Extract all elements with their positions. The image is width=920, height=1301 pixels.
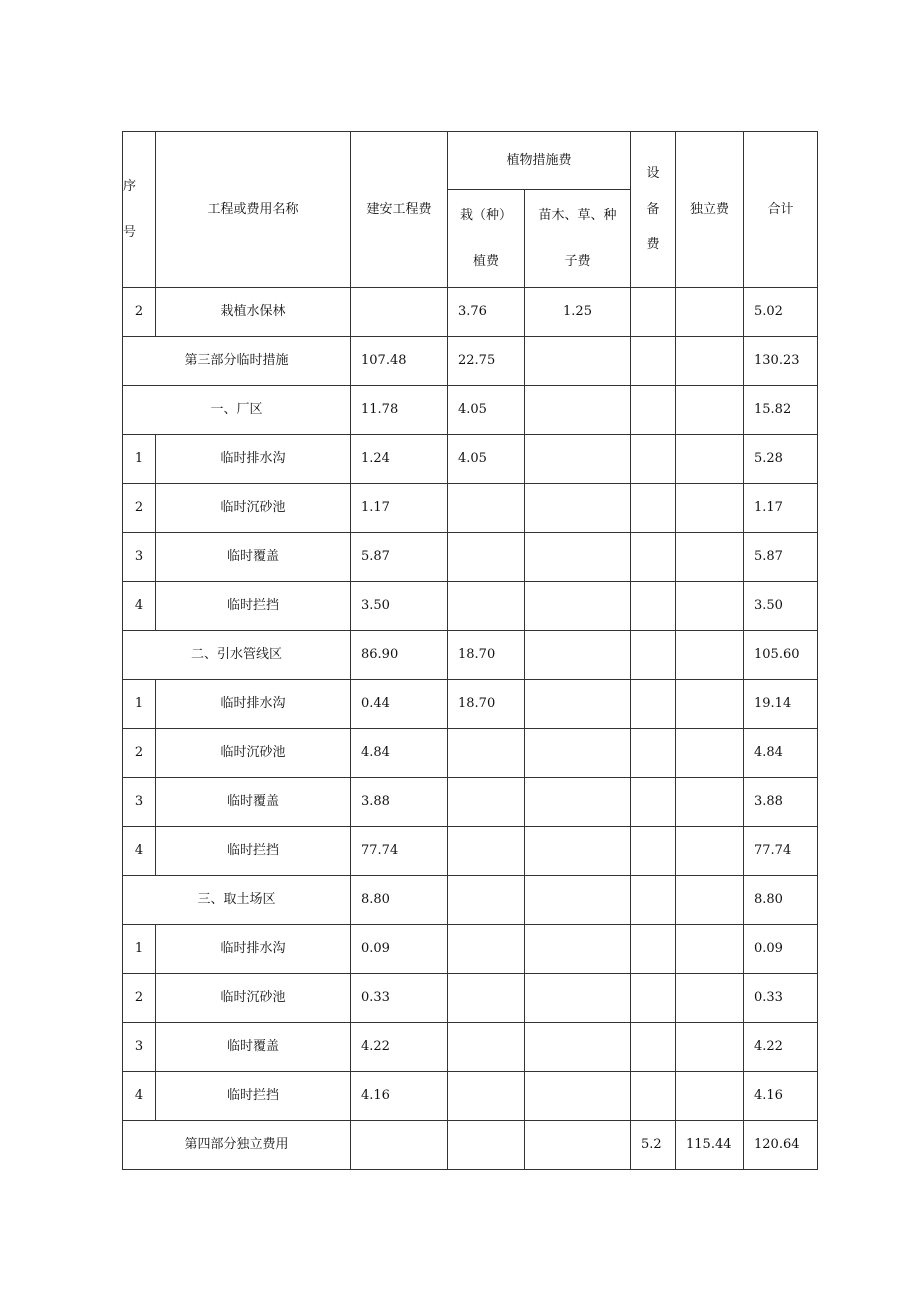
serial-cell: 4 [123,827,156,876]
table-row [123,435,818,484]
seedling-cell [525,1023,631,1072]
serial-cell: 4 [123,1072,156,1121]
seedling-cell [525,631,631,680]
planting-cell: 4.05 [448,386,525,435]
construction-cell: 1.24 [351,435,448,484]
table-row [123,1023,818,1072]
header-row-top [123,132,818,190]
construction-cell: 107.48 [351,337,448,386]
total-cell: 0.33 [744,974,818,1023]
planting-cell: 4.05 [448,435,525,484]
table-row [123,778,818,827]
table-row [123,582,818,631]
total-cell: 3.50 [744,582,818,631]
header-seedling-line2: 子费 [564,253,591,269]
planting-cell [448,582,525,631]
table-row [123,925,818,974]
seedling-cell [525,680,631,729]
section-name-cell: 一、厂区 [123,386,351,435]
header-equipment-char-2: 备 [646,201,660,217]
planting-cell [448,1023,525,1072]
total-cell: 4.16 [744,1072,818,1121]
construction-cell: 77.74 [351,827,448,876]
total-cell: 5.87 [744,533,818,582]
seedling-cell [525,484,631,533]
serial-cell: 3 [123,533,156,582]
seedling-cell: 1.25 [525,288,631,337]
name-cell: 临时覆盖 [156,1023,351,1072]
construction-cell: 0.09 [351,925,448,974]
total-cell: 120.64 [744,1121,818,1170]
construction-cell: 3.88 [351,778,448,827]
independent-cell [676,827,744,876]
independent-cell [676,974,744,1023]
total-cell: 19.14 [744,680,818,729]
section-name-cell: 第三部分临时措施 [123,337,351,386]
header-seedling [525,190,631,288]
construction-cell: 8.80 [351,876,448,925]
header-equipment [631,132,676,288]
serial-cell: 2 [123,974,156,1023]
independent-cell [676,631,744,680]
section-row [123,876,818,925]
header-planting [448,190,525,288]
header-equipment-char-3: 费 [646,237,660,253]
total-cell: 3.88 [744,778,818,827]
equipment-cell: 5.2 [631,1121,676,1170]
seedling-cell [525,925,631,974]
planting-cell [448,778,525,827]
name-cell: 临时排水沟 [156,925,351,974]
seedling-cell [525,435,631,484]
header-planting-line1: 栽（种） [459,207,512,223]
table-row [123,827,818,876]
construction-cell: 4.22 [351,1023,448,1072]
equipment-cell [631,729,676,778]
construction-cell: 86.90 [351,631,448,680]
planting-cell: 22.75 [448,337,525,386]
independent-cell [676,386,744,435]
table-row [123,533,818,582]
header-plant-group: 植物措施费 [448,132,631,190]
cost-estimate-table [122,131,818,1170]
name-cell: 临时拦挡 [156,827,351,876]
seedling-cell [525,974,631,1023]
total-cell: 1.17 [744,484,818,533]
serial-cell: 1 [123,435,156,484]
header-name: 工程或费用名称 [156,132,351,288]
planting-cell: 3.76 [448,288,525,337]
name-cell: 临时排水沟 [156,680,351,729]
independent-cell [676,1072,744,1121]
equipment-cell [631,631,676,680]
total-cell: 4.22 [744,1023,818,1072]
table-row [123,680,818,729]
construction-cell: 0.44 [351,680,448,729]
table-body [123,132,818,1170]
equipment-cell [631,533,676,582]
total-cell: 105.60 [744,631,818,680]
equipment-cell [631,337,676,386]
construction-cell: 1.17 [351,484,448,533]
equipment-cell [631,582,676,631]
section-name-cell: 二、引水管线区 [123,631,351,680]
equipment-cell [631,435,676,484]
total-cell: 0.09 [744,925,818,974]
independent-cell [676,337,744,386]
equipment-cell [631,680,676,729]
total-cell: 15.82 [744,386,818,435]
equipment-cell [631,974,676,1023]
construction-cell [351,1121,448,1170]
equipment-cell [631,827,676,876]
equipment-cell [631,778,676,827]
seedling-cell [525,1121,631,1170]
independent-cell [676,435,744,484]
serial-cell: 1 [123,680,156,729]
table-row [123,729,818,778]
planting-cell: 18.70 [448,680,525,729]
seedling-cell [525,386,631,435]
serial-cell: 2 [123,729,156,778]
construction-cell: 4.84 [351,729,448,778]
seedling-cell [525,876,631,925]
section-row [123,337,818,386]
planting-cell [448,974,525,1023]
total-cell: 8.80 [744,876,818,925]
header-seedling-line1: 苗木、草、种 [538,207,617,223]
total-cell: 5.02 [744,288,818,337]
header-equipment-char-1: 设 [646,166,660,182]
construction-cell: 4.16 [351,1072,448,1121]
independent-cell [676,484,744,533]
serial-cell: 3 [123,778,156,827]
serial-cell: 3 [123,1023,156,1072]
serial-cell: 4 [123,582,156,631]
header-independent: 独立费 [676,132,744,288]
name-cell: 临时覆盖 [156,778,351,827]
planting-cell [448,876,525,925]
independent-cell [676,729,744,778]
seedling-cell [525,778,631,827]
section-name-cell: 三、取土场区 [123,876,351,925]
construction-cell: 3.50 [351,582,448,631]
planting-cell [448,1072,525,1121]
equipment-cell [631,484,676,533]
table-row [123,974,818,1023]
seedling-cell [525,337,631,386]
planting-cell [448,1121,525,1170]
header-serial-bottom: 号 [123,224,137,240]
independent-cell [676,533,744,582]
header-serial [123,132,156,288]
equipment-cell [631,288,676,337]
serial-cell: 2 [123,484,156,533]
independent-cell: 115.44 [676,1121,744,1170]
name-cell: 临时覆盖 [156,533,351,582]
planting-cell [448,533,525,582]
independent-cell [676,925,744,974]
equipment-cell [631,1072,676,1121]
independent-cell [676,680,744,729]
equipment-cell [631,386,676,435]
planting-cell [448,925,525,974]
seedling-cell [525,729,631,778]
name-cell: 临时排水沟 [156,435,351,484]
section-row [123,631,818,680]
independent-cell [676,582,744,631]
independent-cell [676,876,744,925]
header-serial-top: 序 [123,178,137,194]
section-name-cell: 第四部分独立费用 [123,1121,351,1170]
construction-cell: 11.78 [351,386,448,435]
serial-cell: 2 [123,288,156,337]
planting-cell: 18.70 [448,631,525,680]
serial-cell: 1 [123,925,156,974]
table-row [123,288,818,337]
header-construction: 建安工程费 [351,132,448,288]
seedling-cell [525,1072,631,1121]
header-total: 合计 [744,132,818,288]
name-cell: 临时沉砂池 [156,484,351,533]
table-row [123,1072,818,1121]
equipment-cell [631,1023,676,1072]
section-row [123,386,818,435]
seedling-cell [525,533,631,582]
construction-cell: 5.87 [351,533,448,582]
planting-cell [448,729,525,778]
construction-cell [351,288,448,337]
seedling-cell [525,582,631,631]
table-row [123,484,818,533]
name-cell: 临时拦挡 [156,1072,351,1121]
construction-cell: 0.33 [351,974,448,1023]
name-cell: 临时拦挡 [156,582,351,631]
equipment-cell [631,925,676,974]
section-row [123,1121,818,1170]
total-cell: 77.74 [744,827,818,876]
planting-cell [448,484,525,533]
total-cell: 5.28 [744,435,818,484]
independent-cell [676,1023,744,1072]
total-cell: 4.84 [744,729,818,778]
name-cell: 栽植水保林 [156,288,351,337]
independent-cell [676,778,744,827]
planting-cell [448,827,525,876]
total-cell: 130.23 [744,337,818,386]
independent-cell [676,288,744,337]
seedling-cell [525,827,631,876]
name-cell: 临时沉砂池 [156,974,351,1023]
header-planting-line2: 植费 [472,253,499,269]
name-cell: 临时沉砂池 [156,729,351,778]
equipment-cell [631,876,676,925]
